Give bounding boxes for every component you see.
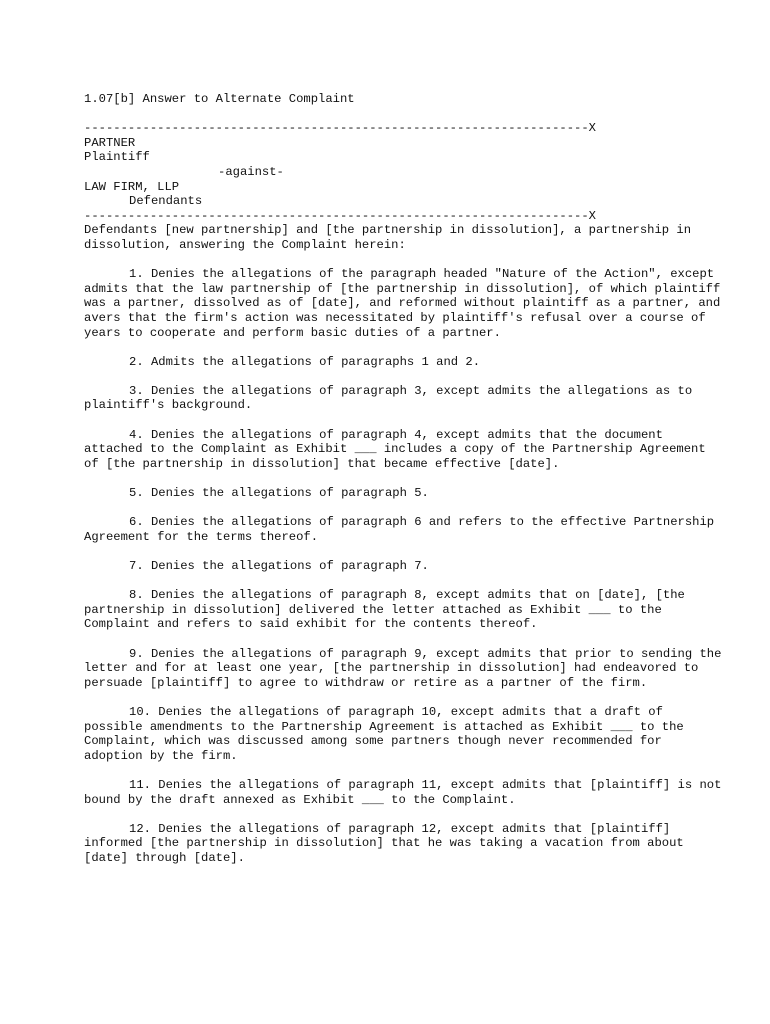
answer-paragraph-1: 1. Denies the allegations of the paragraph headed "Nature of the Action", except admits that the law partnership of [the partnership in dissolution], of which plaintiff was a partner, dissolved as of [date], and reformed without plaintiff as a partner, and avers that the firm's action was necessitated by plaintiff's refusal over a course of years to cooperate and perform basic duties of a partner.	[84, 267, 721, 340]
defendant-role: Defendants	[129, 194, 203, 209]
answer-paragraph-6: 6. Denies the allegations of paragraph 6 and refers to the effective Partnership Agreement for the terms thereof.	[84, 515, 715, 544]
answer-paragraph-10: 10. Denies the allegations of paragraph 10, except admits that a draft of possible amendments to the Partnership Agreement is attached as Exhibit ___ to the Complaint, which was discussed among some partners though never recommended for adoption by the firm.	[84, 704, 684, 763]
defendant-name: LAW FIRM, LLP	[84, 179, 180, 194]
answer-paragraph-9: 9. Denies the allegations of paragraph 9, except admits that prior to sending the letter and for at least one year, [the partnership in dissolution] had endeavored to persuade [plaintiff] to agree to withdraw or retire as a partner of the firm.	[84, 646, 722, 690]
case-caption	[84, 121, 724, 223]
caption-rule-top: ---------------------------------------------------------------------X	[84, 121, 596, 136]
plaintiff-name: PARTNER	[84, 135, 136, 150]
answer-paragraph-8: 8. Denies the allegations of paragraph 8, except admits that on [date], [the partnership in dissolution] delivered the letter attached as Exhibit ___ to the Complaint and refers to said exhibit for the contents thereof.	[84, 588, 685, 632]
document-page	[84, 92, 724, 880]
document-title: 1.07[b] Answer to Alternate Complaint	[84, 92, 355, 106]
answer-paragraph-12: 12. Denies the allegations of paragraph 12, except admits that [plaintiff] informed [the partnership in dissolution] that he was taking a vacation from about [date] through [date].	[84, 821, 684, 865]
answer-paragraph-2: 2. Admits the allegations of paragraphs 1 and 2.	[129, 354, 481, 369]
answer-paragraph-3: 3. Denies the allegations of paragraph 3, except admits the allegations as to plaintiff's background.	[84, 383, 693, 413]
caption-rule-bottom: ---------------------------------------------------------------------X	[84, 208, 596, 223]
answer-paragraph-7: 7. Denies the allegations of paragraph 7.	[129, 559, 429, 573]
plaintiff-role: Plaintiff	[84, 150, 150, 165]
against-label: -against-	[218, 164, 284, 179]
intro-paragraph: Defendants [new partnership] and [the partnership in dissolution], a partnership in dissolution, answering the Complaint herein:	[84, 223, 692, 252]
answer-paragraph-5: 5. Denies the allegations of paragraph 5.	[129, 486, 429, 501]
answer-paragraph-11: 11. Denies the allegations of paragraph 11, except admits that [plaintiff] is not bound by the draft annexed as Exhibit ___ to the Complaint.	[84, 777, 722, 807]
answer-paragraph-4: 4. Denies the allegations of paragraph 4, except admits that the document attached to the Complaint as Exhibit ___ includes a copy of the Partnership Agreement of [the partnership in dissolution] that became effective [date].	[84, 427, 706, 471]
